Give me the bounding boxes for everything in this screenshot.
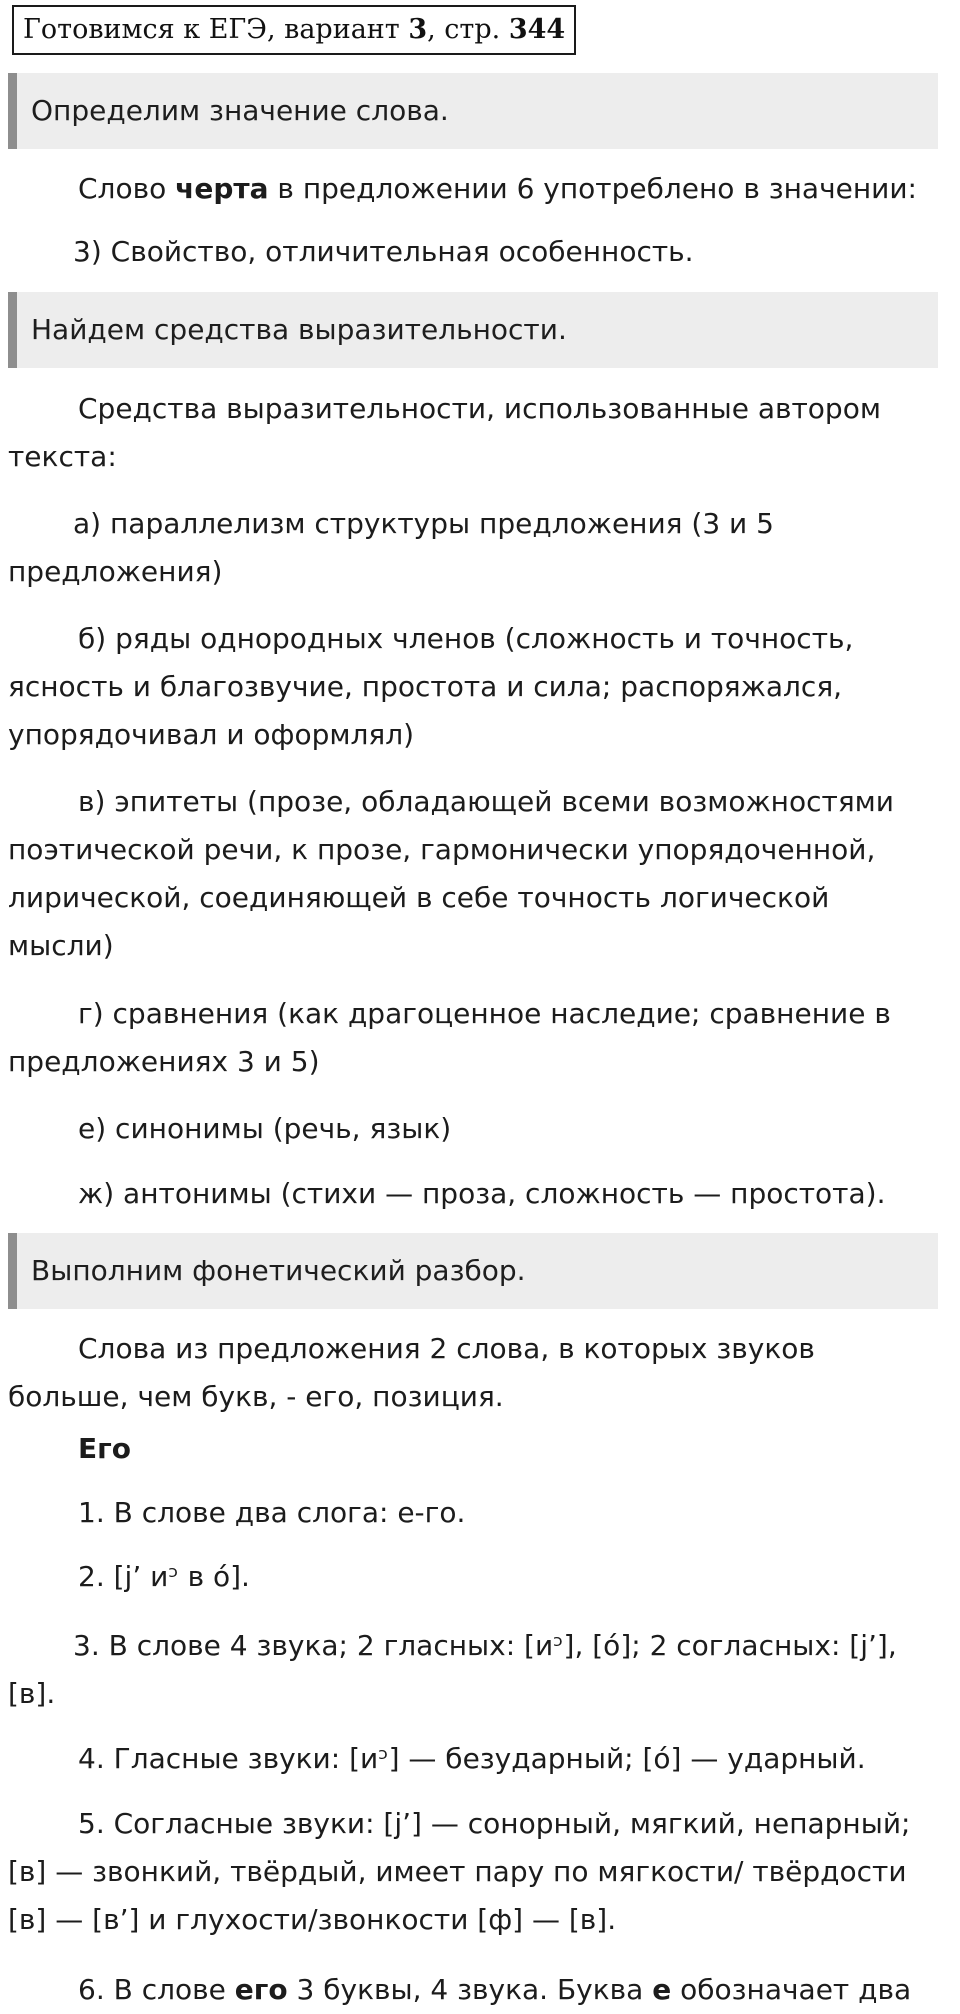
- phonetic-step-2: 2. [j’ иᵓ в о́].: [78, 1560, 250, 1593]
- section-heading-phonetic: Выполним фонетический разбор.: [8, 1233, 938, 1309]
- phonetic-step-1: 1. В слове два слога: е-го.: [78, 1496, 466, 1529]
- text-fragment: обозначает два: [671, 1973, 912, 2006]
- section-heading-expressive-means: Найдем средства выразительности.: [8, 292, 938, 368]
- list-item-comparisons: г) сравнения (как драгоценное наследие; сравнение в предложениях 3 и 5): [8, 997, 891, 1078]
- word-heading: Его: [78, 1432, 131, 1465]
- phonetic-step-6: [8, 1966, 943, 2014]
- header-prefix: Готовимся к ЕГЭ, вариант: [23, 14, 409, 45]
- list-item-synonyms: е) синонимы (речь, язык): [78, 1112, 452, 1145]
- text-fragment: 3 буквы, 4 звука. Буква: [287, 1973, 653, 2006]
- highlighted-letter: е: [652, 1973, 672, 2006]
- paragraph-phonetic-intro: Слова из предложения 2 слова, в которых звуков больше, чем букв, - его, позиция.: [8, 1332, 815, 1413]
- phonetic-step-3: 3. В слове 4 звука; 2 гласных: [иᵓ], [о́]; 2 согласных: [j’], [в].: [8, 1629, 897, 1710]
- paragraph-answer: 3) Свойство, отличительная особенность.: [73, 235, 694, 268]
- list-item-epithets: в) эпитеты (прозе, обладающей всеми возможностями поэтической речи, к прозе, гармонически упорядоченной, лирической, соединяющей в себе точность логической мысли): [8, 785, 894, 962]
- text-fragment: Слово: [78, 172, 176, 205]
- highlighted-word: его: [234, 1973, 288, 2006]
- page-header: [12, 5, 576, 55]
- header-mid: , стр.: [427, 14, 509, 45]
- list-item-parallelism: а) параллелизм структуры предложения (3 и 5 предложения): [8, 507, 774, 588]
- header-variant: 3: [408, 14, 428, 45]
- list-item-antonyms: ж) антонимы (стихи — проза, сложность — простота).: [78, 1177, 886, 1210]
- paragraph-word-meaning: [8, 165, 943, 213]
- phonetic-step-5: 5. Согласные звуки: [j’] — сонорный, мягкий, непарный; [в] — звонкий, твёрдый, имеет пару по мягкости/ твёрдости [в] — [в’] и глухости/звонкости [ф] — [в].: [8, 1807, 911, 1936]
- phonetic-step-4: 4. Гласные звуки: [иᵓ] — безударный; [о́] — ударный.: [78, 1742, 866, 1775]
- paragraph-intro: Средства выразительности, использованные автором текста:: [8, 392, 881, 473]
- text-fragment: 6. В слове: [78, 1973, 235, 2006]
- header-page-number: 344: [508, 14, 566, 45]
- section-heading-meaning: Определим значение слова.: [8, 73, 938, 149]
- highlighted-word: черта: [175, 172, 269, 205]
- list-item-homogeneous: б) ряды однородных членов (сложность и точность, ясность и благозвучие, простота и сила; распоряжался, упорядочивал и оформлял): [8, 622, 854, 751]
- text-fragment: в предложении 6 употреблено в значении:: [268, 172, 917, 205]
